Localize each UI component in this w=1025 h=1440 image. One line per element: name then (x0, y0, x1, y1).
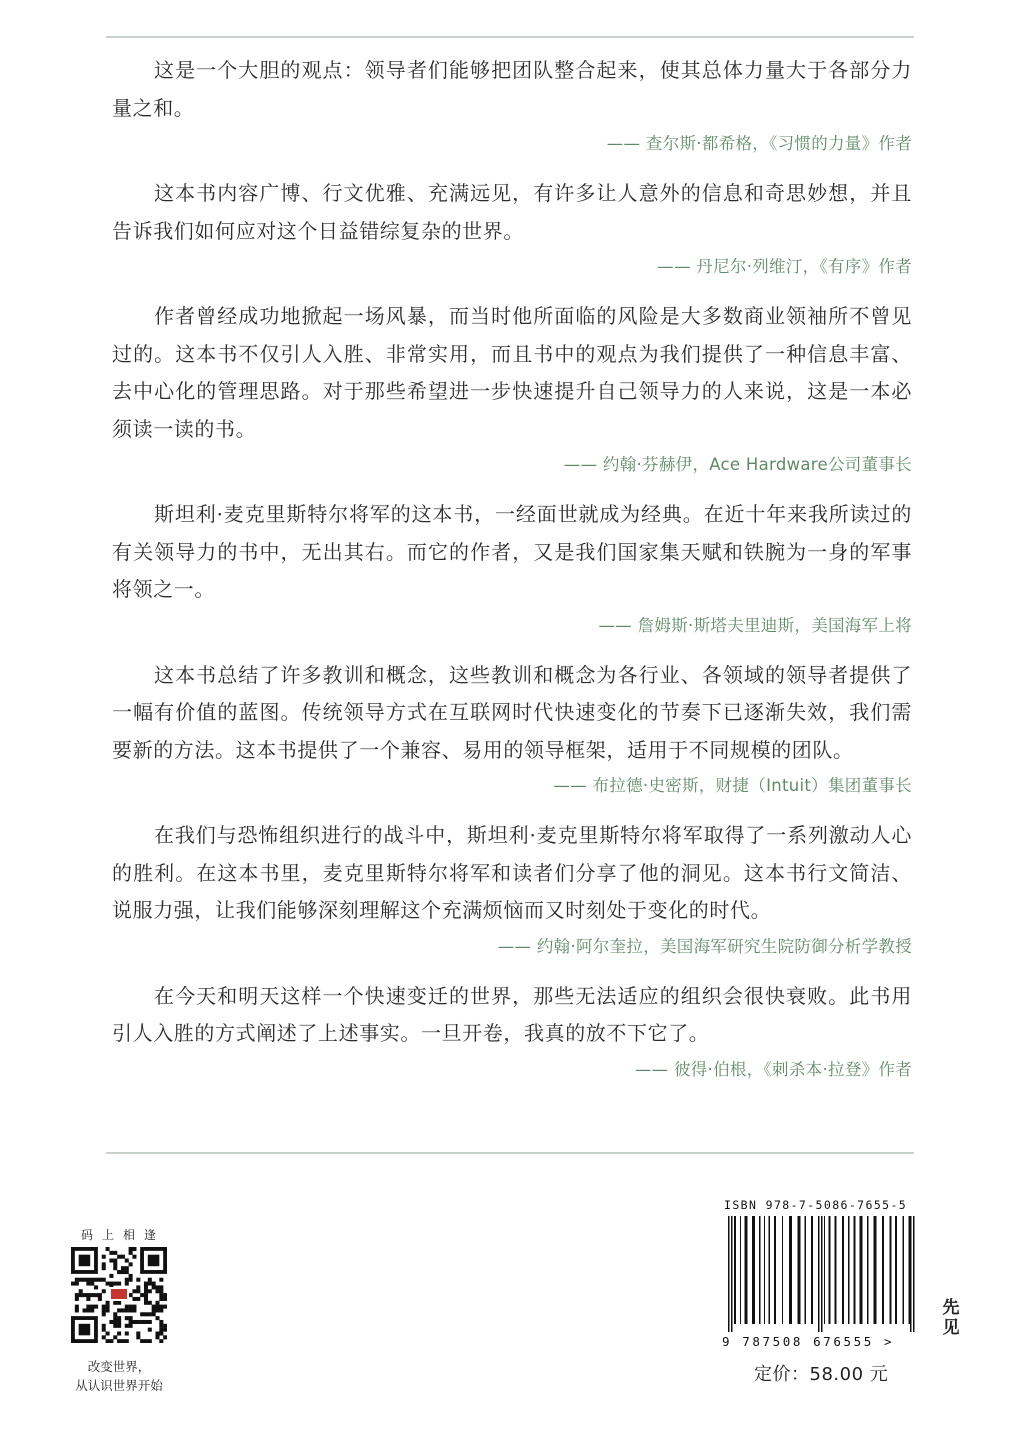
endorsement-attribution: —— 丹尼尔·列维汀，《有序》作者 (657, 257, 912, 276)
endorsement-text: 这是一个大胆的观点：领导者们能够把团队整合起来，使其总体力量大于各部分力量之和。 (112, 58, 912, 120)
endorsement-text: 这本书内容广博、行文优雅、充满远见，有许多让人意外的信息和奇思妙想，并且告诉我们如何应对这个日益错综复杂的世界。 (112, 181, 912, 243)
bottom-divider (106, 1152, 914, 1154)
endorsement-text: 作者曾经成功地掀起一场风暴，而当时他所面临的风险是大多数商业领袖所不曾见过的。这本书不仅引人入胜、非常实用，而且书中的观点为我们提供了一种信息丰富、去中心化的管理思路。对于那些希望进一步快速提升自己领导力的人来说，这是一本必须读一读的书。 (112, 304, 912, 441)
endorsement-attribution: —— 彼得·伯根，《刺杀本·拉登》作者 (634, 1059, 912, 1079)
barcode-icon (722, 1216, 922, 1336)
barcode-section (722, 1198, 922, 1349)
endorsement-attribution: —— 约翰·阿尔奎拉，美国海军研究生院防御分析学教授 (497, 936, 912, 956)
endorsement-text: 在今天和明天这样一个快速变迁的世界，那些无法适应的组织会很快衰败。此书用引人入胜的方式阐述了上述事实。一旦开卷，我真的放不下它了。 (112, 983, 912, 1045)
endorsement-attribution: —— 查尔斯·都希格，《习惯的力量》作者 (606, 134, 912, 153)
endorsement-3 (112, 298, 912, 482)
barcode-digits: 9 787508 676555 > (722, 1334, 895, 1349)
publisher-logo: 先见 (942, 1298, 960, 1338)
endorsement-1 (112, 52, 912, 161)
qr-label: 码上相逢 (80, 1228, 165, 1242)
qr-code-icon[interactable] (71, 1247, 167, 1343)
endorsement-6 (112, 817, 912, 964)
endorsement-4 (112, 496, 912, 643)
endorsement-text: 在我们与恐怖组织进行的战斗中，斯坦利·麦克里斯特尔将军取得了一系列激动人心的胜利。在这本书里，麦克里斯特尔将军和读者们分享了他的洞见。这本书行文简洁、说服力强，让我们能够深刻理解这个充满烦恼而又时刻处于变化的时代。 (112, 823, 912, 922)
endorsement-attribution: —— 布拉德·史密斯，财捷（Intuit）集团董事长 (553, 776, 912, 795)
qr-caption (64, 1357, 174, 1395)
endorsement-attribution: —— 约翰·芬赫伊，Ace Hardware公司董事长 (563, 455, 912, 474)
top-divider (106, 36, 914, 38)
endorsement-list (112, 52, 912, 1087)
qr-section (64, 1226, 174, 1395)
endorsement-text: 这本书总结了许多教训和概念，这些教训和概念为各行业、各领域的领导者提供了一幅有价值的蓝图。传统领导方式在互联网时代快速变化的节奏下已逐渐失效，我们需要新的方法。这本书提供了一个兼容、易用的领导框架，适用于不同规模的团队。 (112, 662, 912, 762)
endorsement-7 (112, 978, 912, 1087)
endorsement-2 (112, 175, 912, 284)
endorsement-attribution: —— 詹姆斯·斯塔夫里迪斯，美国海军上将 (598, 615, 912, 635)
isbn-number: ISBN 978-7-5086-7655-5 (724, 1198, 908, 1212)
qr-caption-line-1: 改变世界， (87, 1359, 151, 1374)
endorsement-text: 斯坦利·麦克里斯特尔将军的这本书，一经面世就成为经典。在近十年来我所读过的有关领导力的书中，无出其右。而它的作者，又是我们国家集天赋和铁腕为一身的军事将领之一。 (112, 502, 912, 601)
price-label: 定价：58.00 元 (754, 1364, 889, 1385)
endorsement-5 (112, 657, 912, 804)
qr-caption-line-2: 从认识世界开始 (75, 1378, 163, 1393)
